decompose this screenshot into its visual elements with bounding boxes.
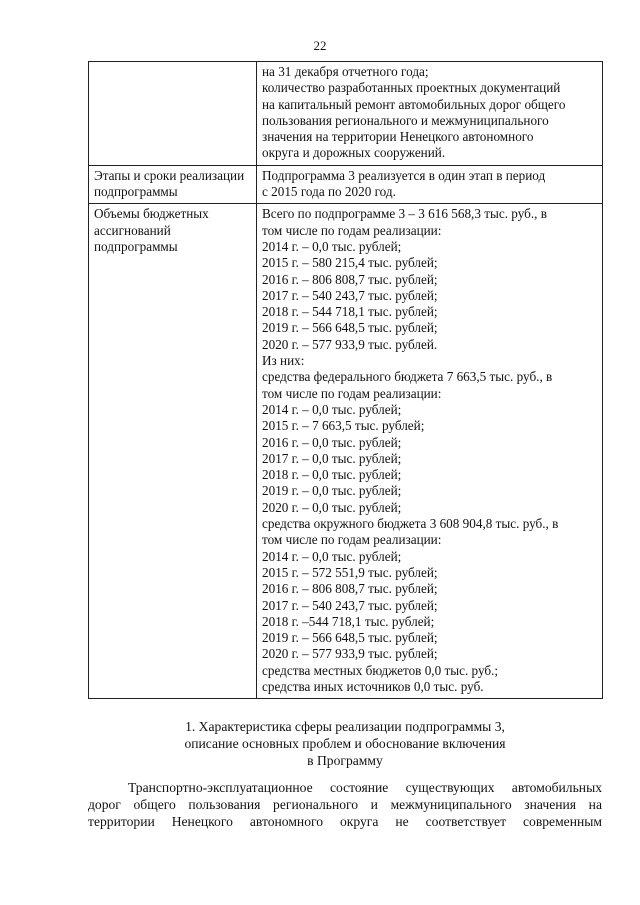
budget-value-line: 2019 г. – 566 648,5 тыс. рублей;	[262, 630, 438, 646]
budget-value-line: том числе по годам реализации:	[262, 222, 442, 238]
stages-label-line: подпрограммы	[94, 184, 178, 200]
budget-value-line: 2018 г. –544 718,1 тыс. рублей;	[262, 613, 435, 629]
section-heading-line: 1. Характеристика сферы реализации подпрограммы 3,	[185, 719, 505, 734]
budget-label-line: ассигнований	[94, 222, 171, 238]
continuation-line: значения на территории Ненецкого автономного	[262, 129, 534, 145]
stages-label-line: Этапы и сроки реализации	[94, 167, 245, 183]
budget-value-line: 2016 г. – 806 808,7 тыс. рублей;	[262, 581, 438, 597]
budget-value-line: 2020 г. – 577 933,9 тыс. рублей.	[262, 336, 438, 352]
budget-label-line: Объемы бюджетных	[94, 206, 209, 222]
table-row-stages	[89, 165, 603, 204]
section-heading-line: в Программу	[307, 753, 383, 768]
body-paragraph	[88, 779, 602, 830]
budget-value-line: средства федерального бюджета 7 663,5 тыс. руб., в	[262, 369, 553, 385]
budget-value-line: 2015 г. – 580 215,4 тыс. рублей;	[262, 255, 438, 271]
table-row-budget	[89, 204, 603, 699]
budget-value-line: 2018 г. – 0,0 тыс. рублей;	[262, 467, 402, 483]
page-number: 22	[313, 38, 327, 53]
budget-value-line: 2018 г. – 544 718,1 тыс. рублей;	[262, 304, 438, 320]
table-row-continuation	[89, 62, 603, 166]
body-line: территории Ненецкого автономного округа не соответствует современным	[88, 814, 602, 829]
budget-value-line: средства окружного бюджета 3 608 904,8 тыс. руб., в	[262, 516, 559, 532]
continuation-line: количество разработанных проектных документаций	[262, 80, 561, 96]
budget-value-line: 2019 г. – 566 648,5 тыс. рублей;	[262, 320, 438, 336]
budget-value-line: 2020 г. – 0,0 тыс. рублей;	[262, 499, 402, 515]
stages-value-line: Подпрограмма 3 реализуется в один этап в период	[262, 167, 546, 183]
budget-value-line: том числе по годам реализации:	[262, 532, 442, 548]
body-line: дорог общего пользования регионального и межмуниципального значения на	[88, 797, 602, 812]
budget-value-line: средства местных бюджетов 0,0 тыс. руб.;	[262, 662, 499, 678]
section-heading-line: описание основных проблем и обоснование включения	[184, 736, 506, 751]
budget-value-cell	[257, 204, 603, 699]
budget-value-line: Из них:	[262, 353, 305, 369]
continuation-line: на 31 декабря отчетного года;	[262, 64, 429, 79]
subprogram-passport-table	[88, 61, 603, 699]
continuation-line: округа и дорожных сооружений.	[262, 145, 446, 161]
continuation-value-cell	[257, 62, 603, 166]
budget-value-line: 2016 г. – 806 808,7 тыс. рублей;	[262, 271, 438, 287]
continuation-label-cell	[89, 62, 257, 166]
budget-value-line: 2019 г. – 0,0 тыс. рублей;	[262, 483, 402, 499]
budget-value-line: 2020 г. – 577 933,9 тыс. рублей;	[262, 646, 438, 662]
body-line: Транспортно-эксплуатационное состояние существующих автомобильных	[128, 780, 602, 795]
budget-value-line: 2014 г. – 0,0 тыс. рублей;	[262, 548, 402, 564]
budget-value-line: 2014 г. – 0,0 тыс. рублей;	[262, 401, 402, 417]
budget-value-line: 2017 г. – 540 243,7 тыс. рублей;	[262, 597, 438, 613]
budget-value-line: 2014 г. – 0,0 тыс. рублей;	[262, 238, 402, 254]
stages-label-cell	[89, 165, 257, 204]
stages-value-line: с 2015 года по 2020 год.	[262, 184, 396, 200]
budget-value-line: 2016 г. – 0,0 тыс. рублей;	[262, 434, 402, 450]
budget-value-line: средства иных источников 0,0 тыс. руб.	[262, 678, 484, 694]
budget-value-line: 2015 г. – 7 663,5 тыс. рублей;	[262, 418, 425, 434]
budget-label-line: подпрограммы	[94, 238, 178, 254]
budget-value-line: 2017 г. – 0,0 тыс. рублей;	[262, 450, 402, 466]
budget-value-line: том числе по годам реализации:	[262, 385, 442, 401]
budget-label-cell	[89, 204, 257, 699]
section-heading	[88, 718, 602, 769]
stages-value-cell	[257, 165, 603, 204]
budget-value-line: 2017 г. – 540 243,7 тыс. рублей;	[262, 287, 438, 303]
budget-value-line: 2015 г. – 572 551,9 тыс. рублей;	[262, 564, 438, 580]
continuation-line: на капитальный ремонт автомобильных дорог общего	[262, 96, 566, 112]
budget-value-line: Всего по подпрограмме 3 – 3 616 568,3 тыс. руб., в	[262, 206, 547, 222]
continuation-line: пользования регионального и межмуниципального	[262, 112, 549, 128]
